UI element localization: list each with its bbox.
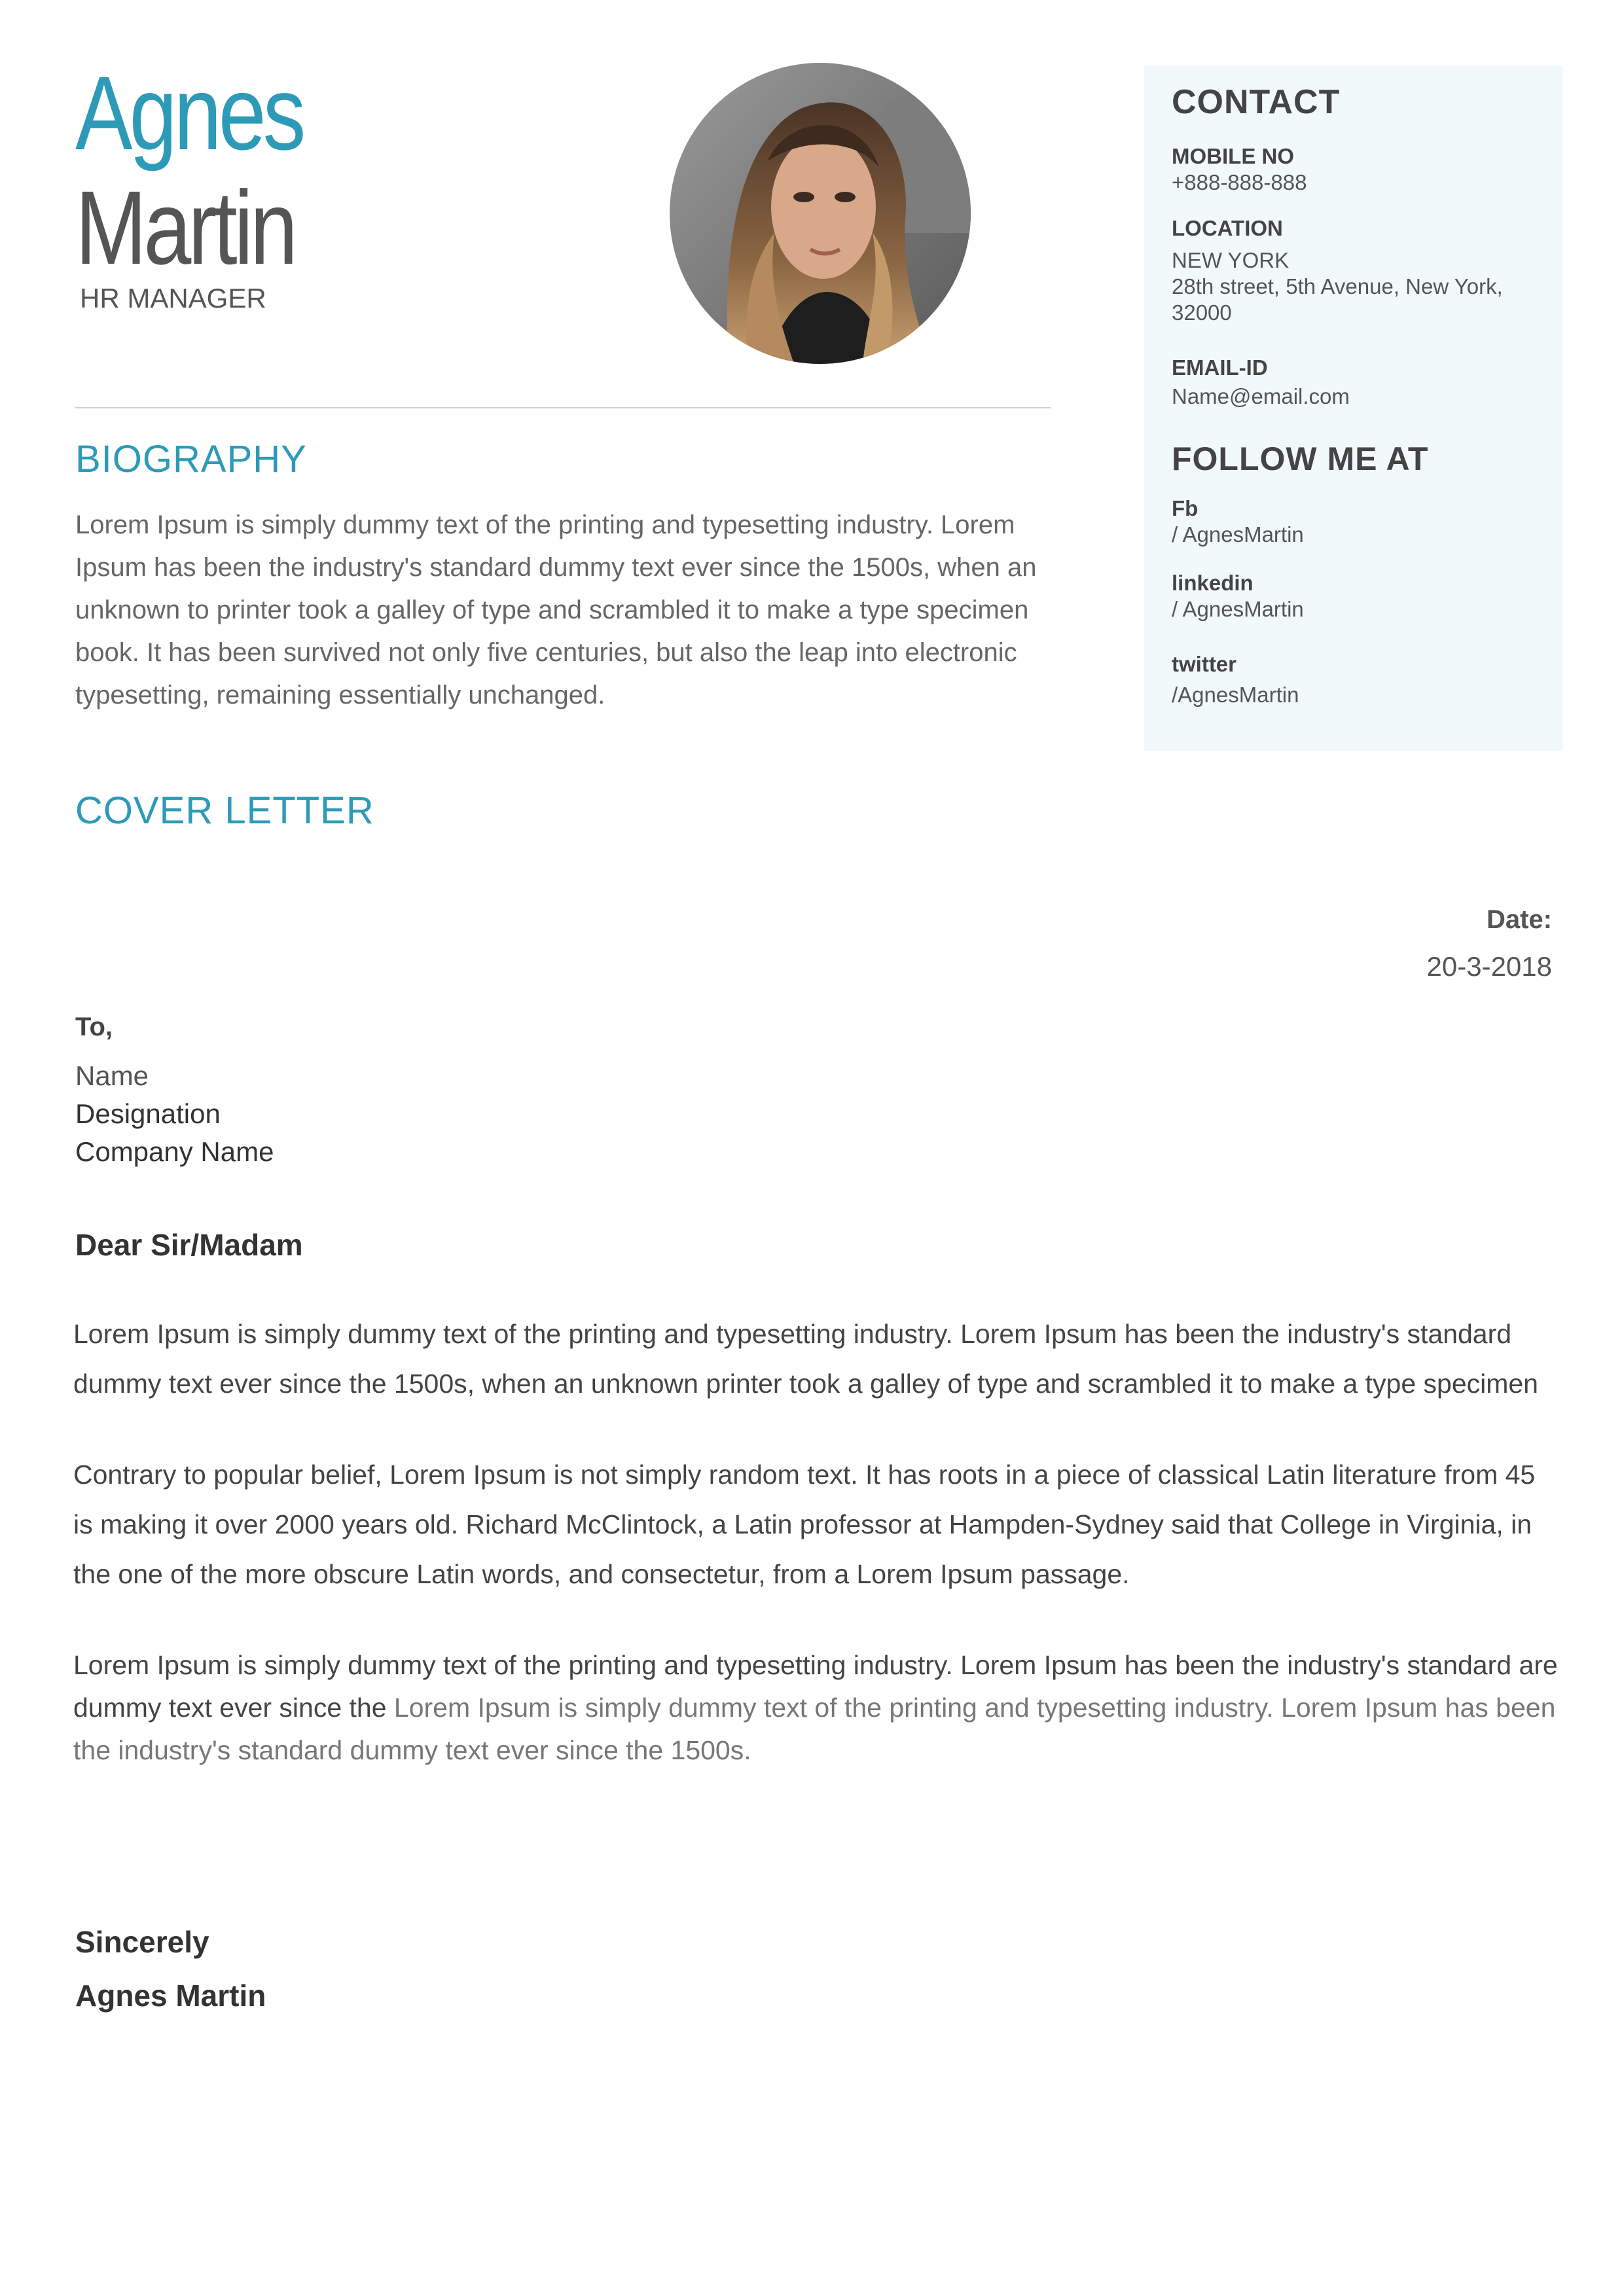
- header-divider: [75, 407, 1051, 408]
- biography-text: Lorem Ipsum is simply dummy text of the printing and typesetting industry. Lorem Ipsum has been the industry's standard dummy text ever since the 1500s, when an unknown to printer took a galley of type and scrambled it to make a type specimen book. It has been survived not only five centuries, but also the leap into electronic typesetting, remaining essentially unchanged.: [75, 511, 1037, 709]
- signature-name: Agnes Martin: [75, 1979, 266, 2013]
- salutation: Dear Sir/Madam: [75, 1228, 303, 1262]
- email-label: EMAIL-ID: [1172, 355, 1268, 380]
- cover-letter-heading: COVER LETTER: [75, 789, 374, 832]
- recipient-company: Company Name: [75, 1136, 274, 1167]
- closing: Sincerely: [75, 1925, 209, 1959]
- letter-paragraph-3-part-1: Lorem Ipsum is simply dummy text of the printing and typesetting industry. Lorem Ipsum has been the industry's standard are dummy text ever since the: [73, 1650, 1558, 1723]
- location-city: NEW YORK: [1172, 248, 1290, 272]
- twitter-handle[interactable]: /AgnesMartin: [1172, 683, 1299, 707]
- job-title: HR MANAGER: [80, 283, 266, 314]
- first-name: Agnes: [75, 54, 303, 171]
- date-label: Date:: [1486, 905, 1552, 934]
- follow-heading: FOLLOW ME AT: [1172, 440, 1429, 477]
- twitter-label: twitter: [1172, 652, 1236, 676]
- date-value: 20-3-2018: [1426, 951, 1552, 982]
- contact-heading: CONTACT: [1172, 83, 1341, 121]
- letter-paragraph-1: Lorem Ipsum is simply dummy text of the printing and typesetting industry. Lorem Ipsum has been the industry's standard dummy text ever since the 1500s, when an unknown printer took a galley of type and scrambled it to make a type specimen: [73, 1319, 1538, 1399]
- biography-heading: BIOGRAPHY: [75, 438, 307, 480]
- mobile-value: +888-888-888: [1172, 170, 1307, 194]
- recipient-name: Name: [75, 1060, 149, 1091]
- fb-label: Fb: [1172, 496, 1199, 520]
- profile-photo: [670, 63, 971, 364]
- email-value[interactable]: Name@email.com: [1172, 384, 1350, 408]
- profile-photo-illustration: [670, 63, 971, 364]
- fb-handle[interactable]: / AgnesMartin: [1172, 522, 1304, 547]
- mobile-label: MOBILE NO: [1172, 144, 1294, 168]
- location-address: 28th street, 5th Avenue, New York, 32000: [1172, 274, 1503, 325]
- recipient-designation: Designation: [75, 1098, 221, 1129]
- linkedin-handle[interactable]: / AgnesMartin: [1172, 597, 1304, 621]
- location-label: LOCATION: [1172, 216, 1283, 240]
- letter-paragraph-3-part-2: Lorem Ipsum is simply dummy text of the printing and typesetting industry. Lorem Ipsum has been the industry's standard dummy text ever since the 1500s.: [73, 1693, 1556, 1765]
- linkedin-label: linkedin: [1172, 571, 1254, 595]
- last-name: Martin: [75, 169, 295, 286]
- to-label: To,: [75, 1013, 113, 1041]
- letter-paragraph-2: Contrary to popular belief, Lorem Ipsum is not simply random text. It has roots in a piece of classical Latin literature from 45 is making it over 2000 years old. Richard McClintock, a Latin professor at Hampden-Sydney said that College in Virginia, in the one of the more obscure Latin words, and consectetur, from a Lorem Ipsum passage.: [73, 1460, 1536, 1589]
- letter-paragraph-3: [73, 1644, 1559, 1772]
